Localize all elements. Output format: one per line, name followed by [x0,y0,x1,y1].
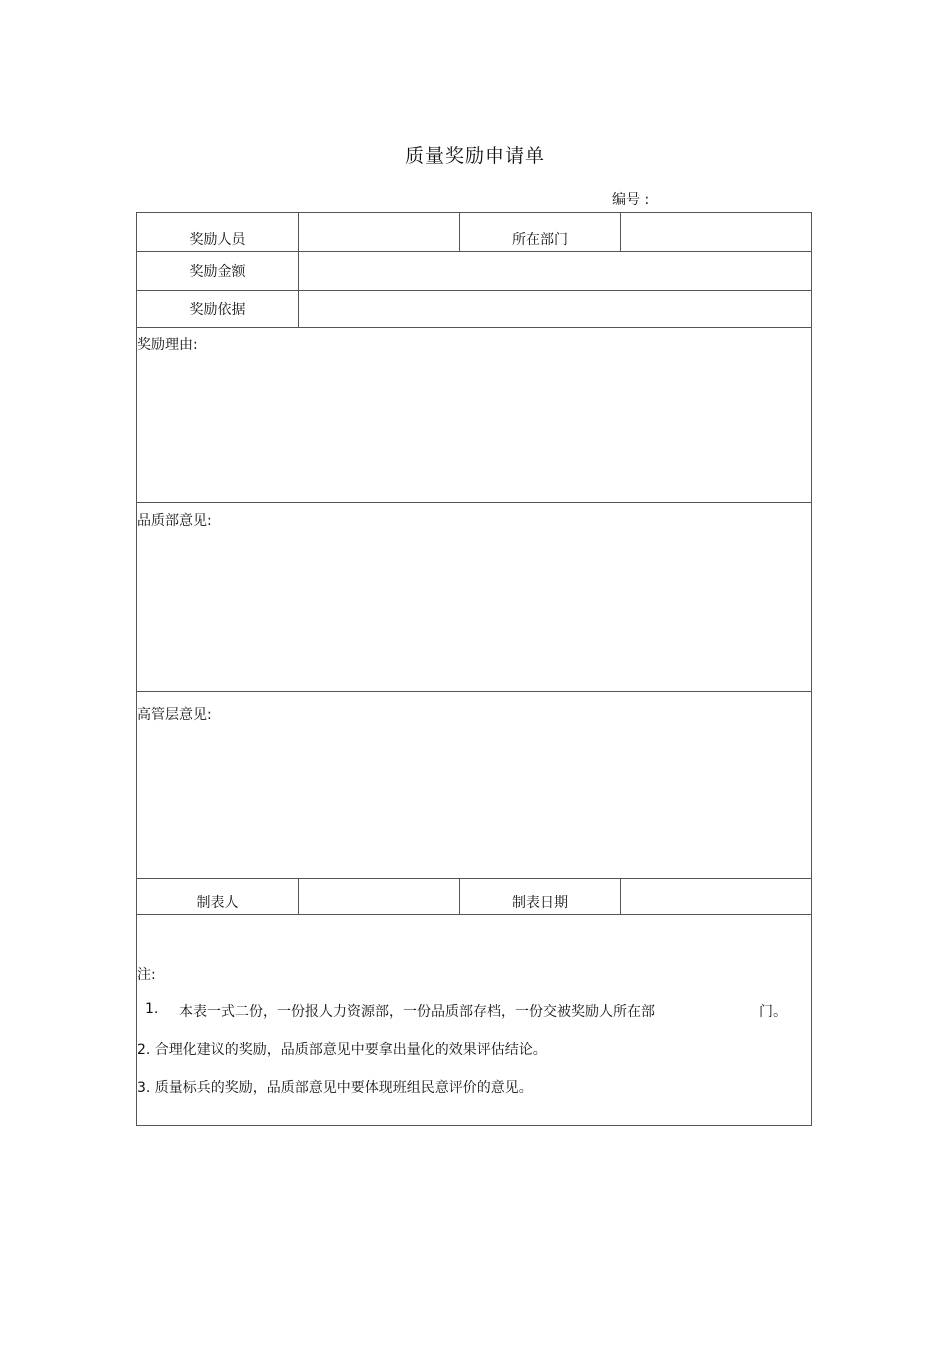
prepare-date-label: 制表日期 [512,895,568,911]
serial-number-label: 编号 : [612,192,650,208]
management-opinion-label: 高管层意见: [137,707,212,723]
department-label: 所在部门 [512,232,568,248]
quality-opinion-label: 品质部意见: [137,513,212,529]
reward-person-label: 奖励人员 [189,232,246,248]
reward-amount-label: 奖励金额 [189,264,246,280]
reward-amount-field[interactable] [299,252,811,290]
reward-basis-label: 奖励依据 [189,302,246,318]
form-title: 质量奖励申请单 [404,145,545,167]
prepare-date-field[interactable] [621,879,811,914]
note-item-1-tail: 门。 [759,1004,787,1020]
note-item-1: 本表一式二份，一份报人力资源部，一份品质部存档，一份交被奖励人所在部 [179,1004,655,1020]
preparer-label: 制表人 [196,895,239,911]
note-item-1-number: 1. [145,1001,159,1017]
row-divider [137,502,811,503]
note-item-3: 3. 质量标兵的奖励，品质部意见中要体现班组民意评价的意见。 [137,1080,533,1096]
reward-reason-field[interactable] [137,353,811,501]
reward-basis-field[interactable] [299,291,811,327]
row-divider [137,327,811,328]
notes-heading: 注: [137,967,156,983]
quality-opinion-field[interactable] [137,531,811,690]
note-item-2: 2. 合理化建议的奖励，品质部意见中要拿出量化的效果评估结论。 [137,1042,547,1058]
management-opinion-field[interactable] [137,725,811,877]
department-field[interactable] [621,213,811,251]
reward-reason-label: 奖励理由: [137,337,198,353]
reward-application-form [136,212,812,1126]
reward-person-field[interactable] [299,213,459,251]
row-divider [137,691,811,692]
preparer-field[interactable] [299,879,459,914]
row-divider [137,914,811,915]
